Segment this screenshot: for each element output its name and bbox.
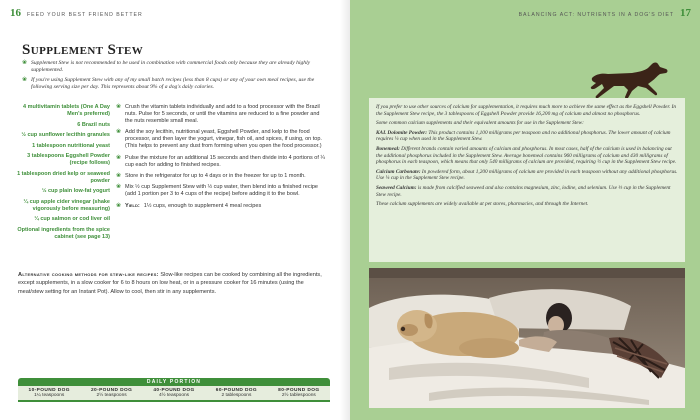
portion-row [18, 386, 330, 402]
step-text: Add the soy lecithin, nutritional yeast, Eggshell Powder, and kelp to the food processor, and then layer the yogurt, vinegar, fish oil, and spices, if using, on top. (This helps to prevent any dust from forming when you open the food processor.) [125, 129, 322, 150]
ingredient-item: ¼ cup salmon or cod liver oil [34, 216, 110, 222]
yield-text: 1½ cups, enough to supplement 4 meal recipes [143, 202, 262, 209]
portion-table-header: DAILY PORTION [18, 378, 330, 386]
step-text: Mix ½ cup Supplement Stew with ½ cup water, then blend into a finished recipe (add 1 portion per 3 to 4 cups of the recipe) before adding it to the bowl. [125, 183, 318, 197]
portion-amount: 2½ teaspoons [96, 393, 127, 398]
source-name: Seaweed Calcium: [376, 184, 417, 191]
source-text: This product contains 1,100 milligrams per teaspoon and no additional phosphorus. The lower amount of calcium requires ¼ cup when used in the Supplement Stew. [376, 129, 671, 143]
step-item [116, 173, 326, 180]
right-page-number: 17 [680, 7, 691, 19]
paw-icon: ❀ [116, 154, 122, 161]
portion-dog-size: 40-POUND DOG [153, 388, 195, 393]
paw-icon: ❀ [22, 60, 28, 66]
paw-icon: ❀ [116, 172, 122, 179]
ingredient-item: ½ cup plain low-fat yogurt [41, 188, 110, 194]
portion-cell [268, 386, 330, 400]
page-fold-shadow [340, 0, 350, 420]
left-running-head [10, 7, 143, 19]
sidebar-intro: If you prefer to use other sources of calcium for supplementation, it requires much more to achieve the same effect as the Eggshell Powder. In the Supplement Stew recipe, the 3 tablespoons of Eggshell Powder provide 16,200 mg of calcium and almost no phosphorus. [376, 104, 676, 117]
source-text: In powdered form, about 1,200 milligrams of calcium are provided in each teaspoon without any additional phosphorus. Use ¼ cup in the Supplement Stew recipe. [376, 168, 678, 182]
ingredient-item: 1 tablespoon dried kelp or seaweed powder [17, 170, 110, 184]
ingredient-item: 4 multivitamin tablets (One A Day Men's preferred) [22, 104, 110, 117]
paw-icon: ❀ [22, 76, 28, 83]
yield-label: Yield: [125, 202, 140, 209]
calcium-sidebar-box [369, 98, 685, 262]
recipe-steps [116, 104, 326, 209]
source-text: is made from calcified seaweed and also contains magnesium, zinc, iodine, and selenium. Use ⅓ cup in the Supplement Stew recipe. [376, 184, 671, 198]
step-item [116, 184, 326, 198]
step-text: Crush the vitamin tablets individually and add to a food processor with the Brazil nuts. Pulse for 5 seconds, or until the vitamins are reduced to a fine powder and the nuts resemble small meal. [125, 104, 320, 125]
step-item [116, 104, 326, 125]
calcium-source-item [376, 130, 678, 143]
alternative-cooking-methods [18, 271, 330, 296]
note-item [22, 60, 327, 75]
portion-dog-size: 20-POUND DOG [90, 388, 133, 393]
ingredient-item: 6 Brazil nuts [77, 121, 110, 128]
right-running-head [519, 7, 691, 19]
alt-methods-text: Slow-like recipes can be cooked by combining all the ingredients, except supplements, in a slow cooker for 6 to 8 hours on low heat, or in a pressure cooker for 16 minutes (using the meat/stew setting for an Instant Pot). Allow to cool, then stir in any supplements. [18, 272, 322, 295]
step-text: Store in the refrigerator for up to 4 days or in the freezer for up to 1 month. [125, 172, 306, 179]
alt-methods-label: Alternative cooking methods for stew-like recipes: [18, 272, 159, 278]
ingredient-item: ½ cup sunflower lecithin granules [21, 132, 110, 138]
paw-icon: ❀ [116, 203, 122, 210]
ingredient-item: ¼ cup apple cider vinegar (shake vigorously before measuring) [23, 198, 110, 212]
recipe-notes [22, 60, 327, 94]
calcium-sidebar-text [376, 104, 678, 211]
left-running-head-text: FEED YOUR BEST FRIEND BETTER [27, 12, 143, 18]
paw-icon: ❀ [116, 129, 122, 136]
calcium-source-item [376, 169, 678, 182]
sidebar-intro-2: Some common calcium supplements and their equivalent amounts for use in the Supplement Stew: [376, 120, 584, 127]
recipe-yield [116, 202, 326, 209]
sidebar-closing: These calcium supplements are widely available at pet stores, pharmacies, and through the Internet. [376, 201, 589, 208]
right-running-head-text: BALANCING ACT: NUTRIENTS IN A DOG'S DIET [518, 12, 674, 18]
source-name: Calcium Carbonate: [376, 168, 421, 175]
woman-and-dog-in-bed-photo [369, 268, 685, 408]
step-item [116, 129, 326, 150]
portion-dog-size: 80-POUND DOG [278, 388, 320, 393]
source-name: Bonemeal: [376, 145, 400, 152]
ingredient-item: 3 tablespoons Eggshell Powder (recipe follows) [27, 153, 110, 166]
note-item [22, 77, 327, 92]
running-dog-icon [586, 58, 672, 100]
portion-cell [80, 386, 142, 400]
portion-amount: 1¼ teaspoons [34, 393, 65, 398]
paw-icon: ❀ [116, 104, 122, 110]
calcium-source-item [376, 185, 678, 198]
left-page-number: 16 [10, 7, 21, 19]
daily-portion-table [18, 378, 330, 402]
portion-amount: 2 tablespoons [221, 393, 252, 398]
ingredient-list [14, 104, 110, 244]
portion-amount: 4½ teaspoons [158, 393, 190, 398]
note-text: If you're using Supplement Stew with any of my small batch recipes (less than 8 cups) or any of your own meal recipes, use the following serving size per day. This represents about 9% of a dog's daily calories. [31, 76, 315, 91]
step-text: Pulse the mixture for an additional 15 seconds and then divide into 4 portions of ¼ cup each for adding to finished recipes. [125, 154, 325, 168]
recipe-title: Supplement Stew [22, 42, 144, 58]
ingredient-item: Optional ingredients from the spice cabinet (see page 13) [17, 226, 110, 240]
portion-cell [205, 386, 267, 400]
portion-amount: 2½ tablespoons [281, 393, 316, 398]
ingredient-item: 1 tablespoon nutritional yeast [32, 142, 110, 149]
calcium-source-item [376, 146, 678, 166]
portion-cell [143, 386, 205, 400]
note-text: Supplement Stew is not recommended to be used in combination with commercial foods only because they are already highly supplemented. [31, 60, 311, 74]
paw-icon: ❀ [116, 183, 122, 190]
source-text: Different brands contain varied amounts of calcium and phosphorus. In most cases, half of the calcium is used in balancing out the additional phosphorus included in the Supplement Stew. Average bonemeal contains 960 milligrams of calcium and 430 milligrams of phosphorus in each teaspoon, which means that only 540 milligrams of calcium are provided, requiring ½ cup in the Supplement Stew recipe. [376, 145, 677, 166]
portion-dog-size: 10-POUND DOG [28, 388, 70, 393]
portion-dog-size: 60-POUND DOG [215, 388, 258, 393]
right-page [350, 0, 700, 420]
step-item [116, 155, 326, 169]
portion-cell [18, 386, 80, 400]
source-name: KAL Dolomite Powder: [376, 129, 428, 136]
